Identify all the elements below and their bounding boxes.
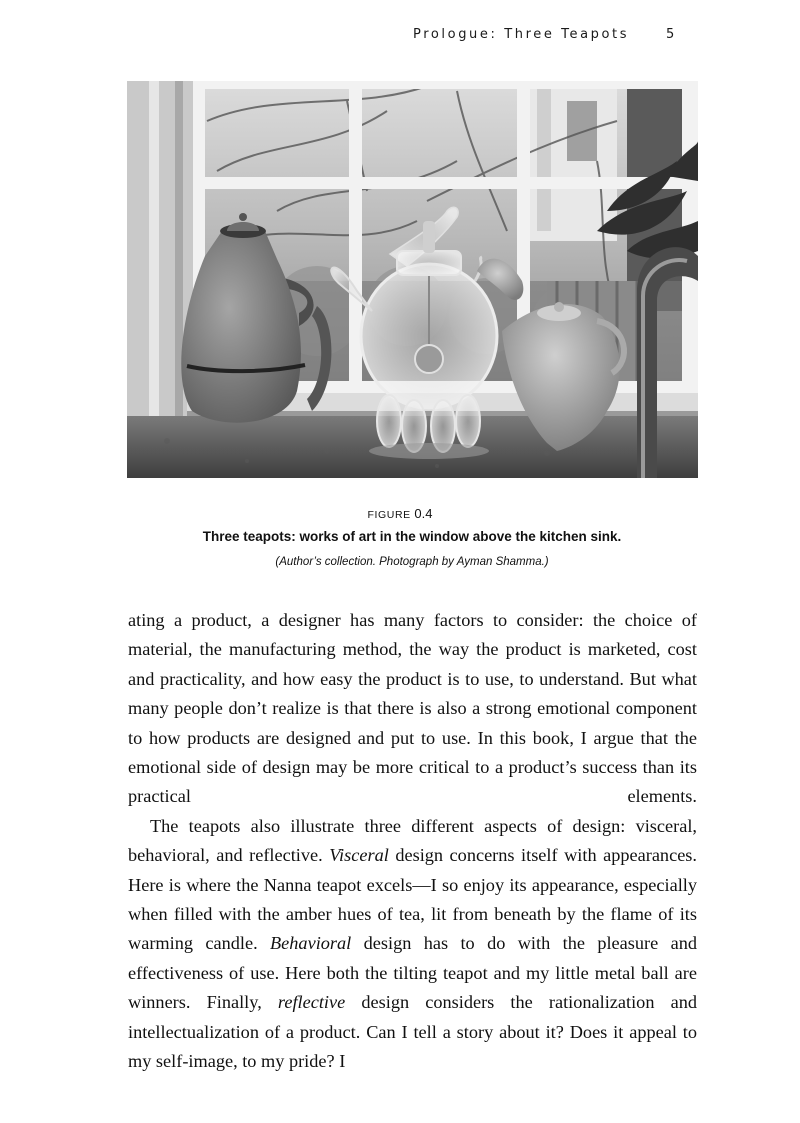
paragraph-2 — [128, 812, 697, 1077]
running-head: Prologue: Three Teapots — [413, 27, 630, 42]
emphasis-visceral: Visceral — [329, 845, 389, 866]
paragraph-2-text-d: design considers the rationalization and intellectualization of a product. Can I tell a story about it? Does it appeal to my self-image, to my pride? I — [128, 992, 697, 1072]
figure-credit: (Author’s collection. Photograph by Ayman Shamma.) — [275, 556, 549, 568]
paragraph-2-text-c: design has to do with the pleasure and effectiveness of use. Here both the tilting teapot and my little metal ball are winners. Finally, — [128, 933, 697, 1013]
figure-caption: Three teapots: works of art in the window above the kitchen sink. — [202, 529, 622, 544]
emphasis-reflective: reflective — [277, 992, 346, 1013]
body-text — [128, 606, 697, 1077]
figure-number: 0.4 — [414, 506, 433, 521]
teapots-photo — [127, 81, 698, 478]
figure-label-prefix: FIGURE — [367, 509, 411, 521]
paragraph-2-text-b: design concerns itself with appearances. Here is where the Nanna teapot excels—I so enjoy its appearance, especially when filled with the amber hues of tea, lit from beneath by the flame of its warming candle. — [128, 845, 697, 954]
emphasis-behavioral: Behavioral — [270, 933, 352, 954]
page-header — [0, 27, 800, 47]
page-number: 5 — [666, 27, 675, 42]
figure-label — [0, 506, 800, 521]
paragraph-1: ating a product, a designer has many factors to consider: the choice of material, the manufacturing method, the way the product is marketed, cost and practicality, and how easy the product is to use, to understand. But what many people don’t realize is that there is also a strong emotional component to how products are designed and put to use. In this book, I argue that the emotional side of design may be more critical to a product’s success than its practical elements. — [128, 610, 697, 807]
paragraph-2-text-a: The teapots also illustrate three different aspects of design: visceral, behavioral, and reflective. — [128, 815, 697, 866]
